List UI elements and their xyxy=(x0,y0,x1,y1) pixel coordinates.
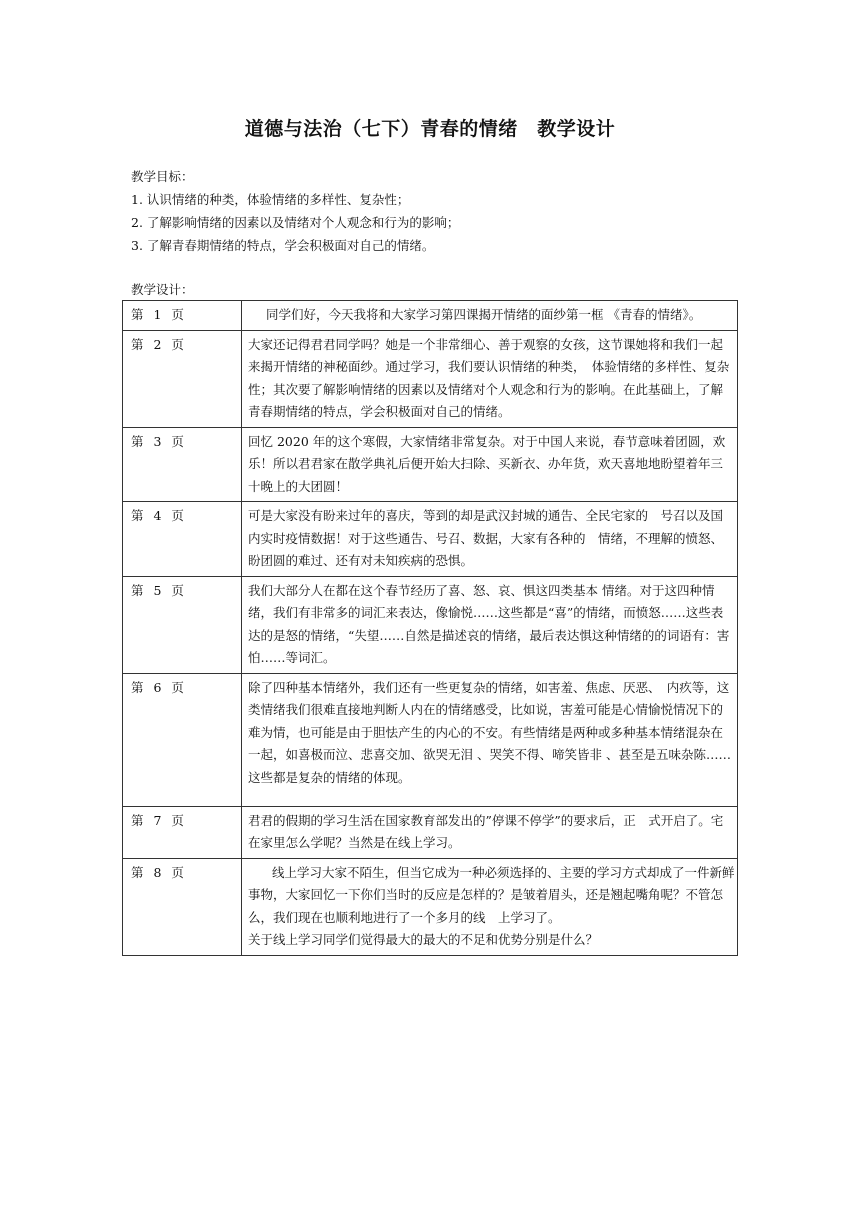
page-number-cell: 第 1 页 xyxy=(123,301,242,331)
objective-item: 2. 了解影响情绪的因素以及情绪对个人观念和行为的影响； xyxy=(131,215,460,230)
objective-item: 3. 了解青春期情绪的特点，学会积极面对自己的情绪。 xyxy=(131,238,435,253)
table-row xyxy=(123,576,738,673)
content-question: 关于线上学习同学们觉得最大的最大的不足和优势分别是什么？ xyxy=(248,932,599,947)
page-number-cell: 第 3 页 xyxy=(123,427,242,502)
content-cell: 除了四种基本情绪外，我们还有一些更复杂的情绪，如害羞、焦虑、厌恶、 内疚等，这类情绪我们很难直接地判断人内在的情绪感受，比如说，害羞可能是心情愉悦情况下的难为情，也可能是由于胆怯产生的内心的不安。有些情绪是两种或多种基本情绪混杂在一起，如喜极而泣、悲喜交加、欲哭无泪 、哭笑不得、啼笑皆非 、甚至是五味杂陈……这些都是复杂的情绪的体现。 xyxy=(242,673,738,806)
page-number-cell: 第 8 页 xyxy=(123,858,242,955)
content-cell: 君君的假期的学习生活在国家教育部发出的”停课不停学”的要求后，正 式开启了。宅在家里怎么学呢？当然是在线上学习。 xyxy=(242,806,738,858)
table-row xyxy=(123,858,738,955)
design-heading: 教学设计： xyxy=(131,282,194,297)
objectives-heading: 教学目标： xyxy=(131,169,194,184)
table-row xyxy=(123,806,738,858)
content-cell: 我们大部分人在都在这个春节经历了喜、怒、哀、惧这四类基本 情绪。对于这四种情绪，我们有非常多的词汇来表达，像愉悦……这些都是“喜”的情绪，而愤怒……这些表达的是怒的情绪，“失望……自然是描述哀的情绪，最后表达惧这种情绪的的词语有：害怕……等词汇。 xyxy=(242,576,738,673)
table-row xyxy=(123,673,738,806)
content-paragraph: 线上学习大家不陌生，但当它成为一种必须选择的、主要的学习方式却成了一件新鲜事物，大家回忆一下你们当时的反应是怎样的？是皱着眉头，还是翘起嘴角呢？不管怎么，我们现在也顺利地进行了一个多月的线 上学习了。 xyxy=(248,864,735,925)
page-number-cell: 第 6 页 xyxy=(123,673,242,806)
teaching-objectives xyxy=(131,165,751,257)
table-row xyxy=(123,301,738,331)
table-row xyxy=(123,330,738,427)
page-number-cell: 第 4 页 xyxy=(123,502,242,577)
content-cell: 同学们好，今天我将和大家学习第四课揭开情绪的面纱第一框 《青春的情绪》。 xyxy=(242,301,738,331)
page-number-cell: 第 5 页 xyxy=(123,576,242,673)
objective-item: 1. 认识情绪的种类，体验情绪的多样性、复杂性； xyxy=(131,192,410,207)
page-number-cell: 第 7 页 xyxy=(123,806,242,858)
content-cell: 回忆 2020 年的这个寒假，大家情绪非常复杂。对于中国人来说，春节意味着团圆，欢乐！所以君君家在散学典礼后便开始大扫除、买新衣、办年货，欢天喜地地盼望着年三十晚上的大团圆！ xyxy=(242,427,738,502)
content-cell: 可是大家没有盼来过年的喜庆，等到的却是武汉封城的通告、全民宅家的 号召以及国内实时疫情数据！对于这些通告、号召、数据，大家有各种的 情绪，不理解的愤怒、盼团圆的难过、还有对未知疾病的恐惧。 xyxy=(242,502,738,577)
table-row xyxy=(123,427,738,502)
content-cell: 大家还记得君君同学吗？她是一个非常细心、善于观察的女孩，这节课她将和我们一起来揭开情绪的神秘面纱。通过学习，我们要认识情绪的种类， 体验情绪的多样性、复杂性；其次要了解影响情绪的因素以及情绪对个人观念和行为的影响。在此基础上，了解青春期情绪的特点，学会积极面对自己的情绪。 xyxy=(242,330,738,427)
page-number-cell: 第 2 页 xyxy=(123,330,242,427)
lesson-plan-table xyxy=(122,300,738,956)
document-title: 道德与法治（七下）青春的情绪 教学设计 xyxy=(244,118,616,140)
table-row xyxy=(123,502,738,577)
content-cell xyxy=(242,858,738,955)
